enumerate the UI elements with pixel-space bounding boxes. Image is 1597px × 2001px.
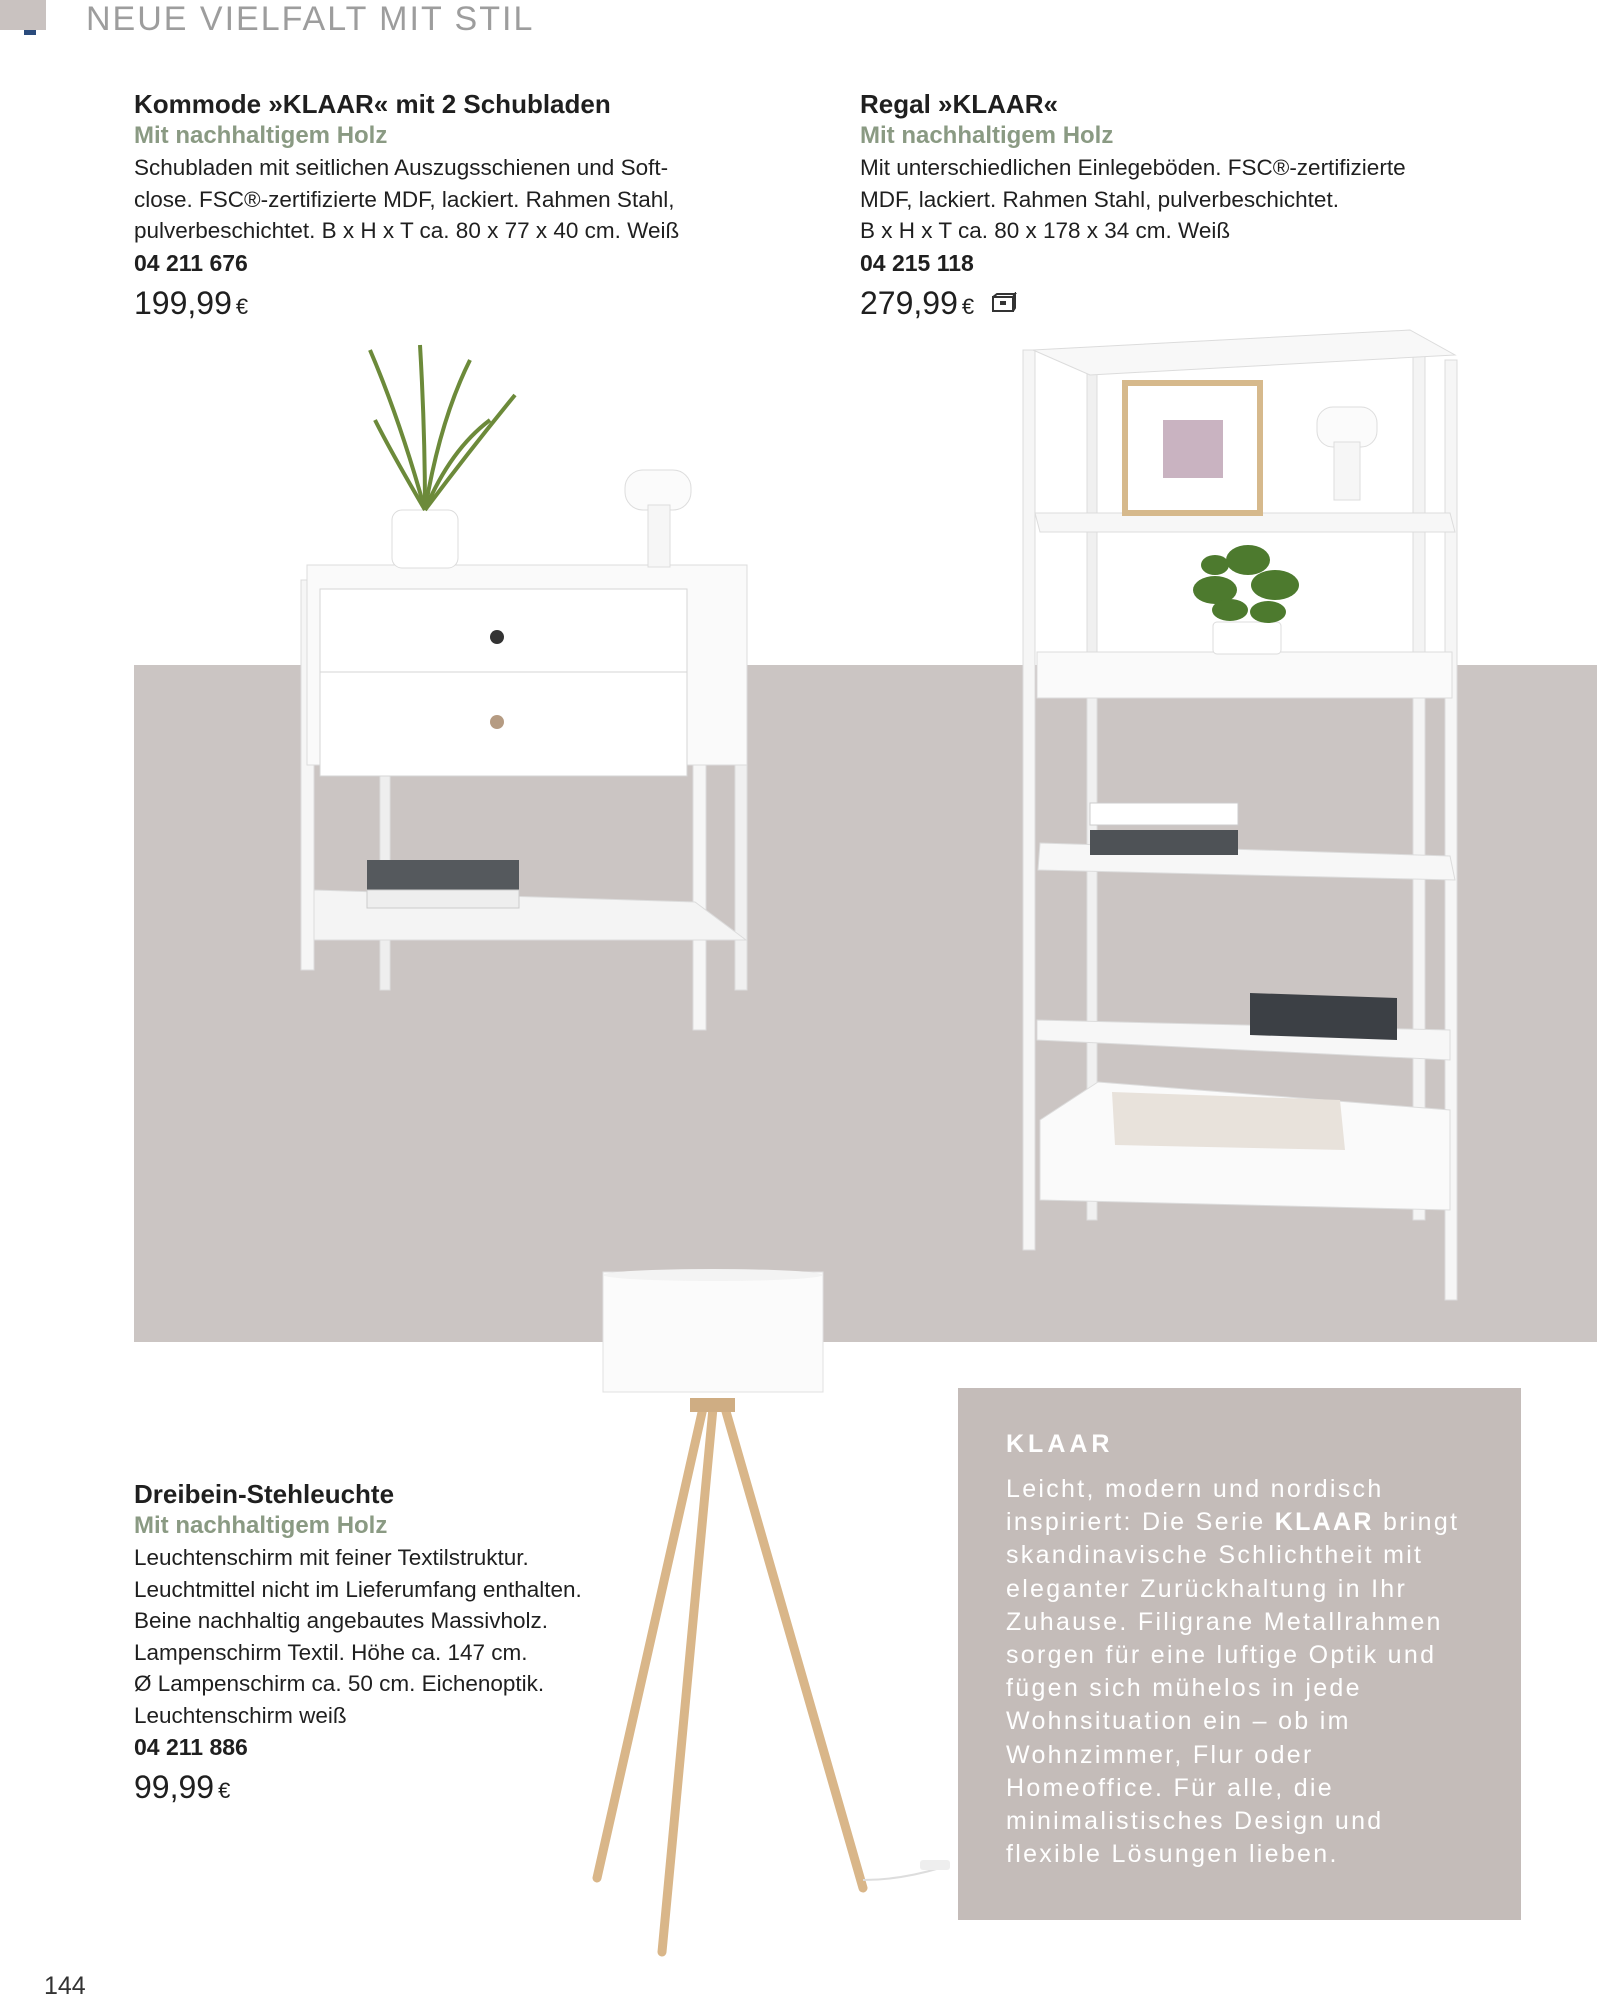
- price-value: 99,99: [134, 1769, 215, 1805]
- product-title: Dreibein-Stehleuchte: [134, 1479, 395, 1509]
- article-number: 04 211 676: [134, 249, 248, 276]
- price-currency: €: [961, 293, 975, 319]
- product-subtitle: Mit nachhaltigem Holz: [860, 122, 1114, 149]
- info-text-end: bringt skandinavische Schlichtheit mit eleganter Zurückhaltung in Ihr Zuhause. Filigrane Metallrahmen sorgen für eine luftige Optik und fügen sich mühelos in jede Wohnsituation ein – ob im Wohnzimmer, Flur oder Homeoffice. Für alle, die minimalistisches Design und flexible Lösungen lieben.: [1006, 1508, 1460, 1869]
- info-text-start: Leicht, modern und nordisch inspiriert: Die Serie: [1006, 1475, 1384, 1537]
- product-title: Regal »KLAAR«: [860, 89, 1058, 119]
- price-currency: €: [235, 293, 249, 319]
- product-desc-line: pulverbeschichtet. B x H x T ca. 80 x 77 x 40 cm. Weiß: [134, 218, 680, 243]
- price-currency: €: [218, 1778, 231, 1803]
- price-value: 279,99: [860, 284, 958, 321]
- product-subtitle: Mit nachhaltigem Holz: [134, 1512, 388, 1539]
- product-desc-line: B x H x T ca. 80 x 178 x 34 cm. Weiß: [860, 218, 1231, 243]
- article-number: 04 215 118: [860, 249, 974, 276]
- product-lampe: [134, 1478, 582, 1811]
- info-box-text: [1006, 1473, 1473, 1871]
- product-kommode: [134, 88, 679, 327]
- product-price: [134, 283, 679, 327]
- article-number: 04 211 886: [134, 1734, 248, 1760]
- lampe-image: [597, 1269, 950, 1952]
- product-desc-line: Leuchtmittel nicht im Lieferumfang enthalten.: [134, 1576, 582, 1602]
- info-box-title: KLAAR: [1006, 1430, 1114, 1458]
- product-price: [134, 1767, 582, 1811]
- product-desc-line: Beine nachhaltig angebautes Massivholz.: [134, 1608, 549, 1633]
- page-header-title: NEUE VIELFALT MIT STIL: [86, 0, 535, 38]
- regal-image: [1023, 330, 1457, 1300]
- product-desc-line: Lampenschirm Textil. Höhe ca. 147 cm.: [134, 1639, 528, 1665]
- product-desc-line: Leuchtenschirm weiß: [134, 1702, 347, 1728]
- product-desc-line: close. FSC®-zertifizierte MDF, lackiert. Rahmen Stahl,: [134, 186, 675, 212]
- product-subtitle: Mit nachhaltigem Holz: [134, 122, 388, 149]
- product-price: [860, 283, 1406, 327]
- info-text-brand: KLAAR: [1274, 1508, 1374, 1537]
- product-desc-line: Schubladen mit seitlichen Auszugsschienen und Soft-: [134, 155, 669, 180]
- product-title: Kommode »KLAAR« mit 2 Schubladen: [134, 89, 611, 119]
- product-desc-line: MDF, lackiert. Rahmen Stahl, pulverbeschichtet.: [860, 186, 1339, 212]
- delivery-box-icon: [991, 292, 1017, 316]
- product-desc-line: Ø Lampenschirm ca. 50 cm. Eichenoptik.: [134, 1671, 545, 1696]
- price-value: 199,99: [134, 284, 232, 321]
- kommode-image: [301, 345, 747, 1030]
- product-desc-line: Leuchtenschirm mit feiner Textilstruktur.: [134, 1545, 529, 1570]
- product-desc-line: Mit unterschiedlichen Einlegeböden. FSC®-zertifizierte: [860, 155, 1406, 180]
- page-number: 144: [44, 1972, 86, 2000]
- klaar-info-box: [958, 1388, 1521, 1920]
- product-regal: [860, 88, 1406, 327]
